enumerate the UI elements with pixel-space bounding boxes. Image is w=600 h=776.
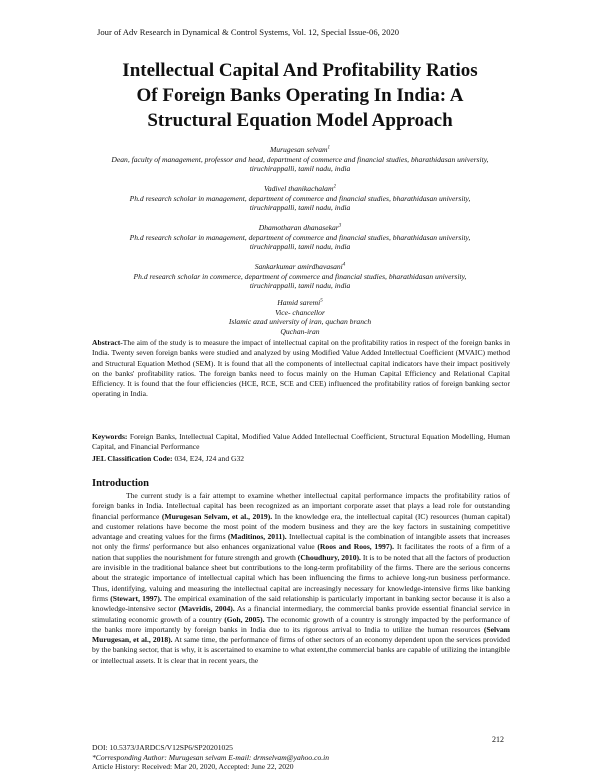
- citation: (Mavridis, 2004).: [178, 604, 235, 614]
- jel-text: 034, E24, J24 and G32: [174, 454, 245, 463]
- title-line: Structural Equation Model Approach: [147, 110, 453, 131]
- intro-text: The empirical examination of the said relationship is particularly important in banking sector because it is also a knowledge-intensive sector: [92, 593, 510, 614]
- journal-header: Jour of Adv Research in Dynamical & Control Systems, Vol. 12, Special Issue-06, 2020: [97, 27, 400, 37]
- author-block-5: [110, 298, 490, 336]
- jel-classification: [92, 454, 510, 463]
- jel-label: JEL Classification Code:: [92, 454, 173, 463]
- citation: (Choudhury, 2010).: [297, 552, 361, 562]
- abstract-text: The aim of the study is to measure the impact of intellectual capital on the profitability ratios in respect of the foreign banks in India. Twenty seven foreign banks were studied and analyzed by using Modified Value Added Intellectual Coefficient (MVAIC) method and Structural Equation Method (SEM). It is found that all the components of intellectual capital indicators have their impact positively on the banks' profitability ratios. The foreign banks need to focus mainly on the Human Capital Efficiency and Relational Capital Efficiency. It is found that the four efficiencies (HCE, RCE, SCE and CEE) influenced the profitability ratios of foreign banking sector operating in India.: [92, 338, 510, 399]
- citation: (Stewart, 1997).: [110, 593, 162, 603]
- citation: (Selvam Murugesan, et al., 2018).: [92, 624, 510, 645]
- author-affiliation: Quchan-iran: [280, 326, 320, 336]
- title-line: Intellectual Capital And Profitability Ratios: [122, 60, 478, 81]
- citation: (Roos and Roos, 1997).: [317, 542, 395, 552]
- author-affiliation: Ph.d research scholar in management, department of commerce and financial studies, bharathidasan university,: [129, 193, 471, 203]
- citation: (Maditinos, 2011).: [227, 532, 287, 542]
- intro-text: As a financial intermediary, the commercial banks provide essential financial service in stimulating economic growth of a country: [92, 604, 510, 624]
- footer-corresponding: *Corresponding Author: Murugesan selvam E-mail: drmselvam@yahoo.co.in: [92, 752, 330, 762]
- intro-text: The economic growth of a country is strongly impacted by the performance of the banks more importantly by foreign banks in India due to its rigorous arrival to India to utilize the human resources: [92, 614, 510, 634]
- intro-paragraph: [92, 491, 510, 666]
- introduction-body: [92, 491, 510, 666]
- author-affiliation: tiruchirappalli, tamil nadu, india: [249, 281, 351, 291]
- abstract-label: Abstract-: [92, 338, 123, 347]
- author-affiliation: Islamic azad university of iran, quchan branch: [228, 317, 372, 327]
- citation: (Goh, 2005).: [224, 614, 265, 624]
- author-block-2: [110, 184, 490, 213]
- section-heading-introduction: Introduction: [92, 478, 149, 489]
- author-name: Sankarkumar amirdhavasani$^4$: [254, 262, 346, 271]
- citation: (Murugesan Selvam, et al., 2019).: [161, 511, 273, 521]
- keywords-text: Foreign Banks, Intellectual Capital, Modified Value Added Intellectual Coefficient, Structural Equation Modelling, Human Capital, and Financial Performance: [92, 432, 510, 452]
- author-affiliation: Vice- chancellor: [275, 307, 325, 317]
- footer-history: Article History: Received: Mar 20, 2020, Accepted: June 22, 2020: [92, 762, 294, 772]
- author-block-3: [110, 223, 490, 252]
- footer-doi: DOI: 10.5373/JARDCS/V12SP6/SP20201025: [92, 743, 233, 752]
- author-affiliation: Ph.d research scholar in commerce, department of commerce and financial studies, bharathidasan university,: [133, 271, 467, 281]
- intro-text: It is to be noted that all the factors of production are invisible in the traditional balance sheet but contributions to the long-term profitability of the firms. There are the serious concerns about the strategic importance of intellectual capital which has been influencing the firms to achieve long-run business performance. Thus, identifying, valuing and measuring the intellectual capital are increasingly necessary for knowledge-intensive firms like banking firms: [92, 552, 510, 603]
- author-name: Dhamotharan dhanasekar$^3$: [258, 223, 342, 232]
- intro-text: It facilitates the roots of a firm of a nation that supplies the nourishment for future strength and growth: [92, 542, 511, 562]
- author-affiliation: Dean, faculty of management, professor and head, department of commerce and financial studies, bharathidasan university, tiruchirappalli, tamil nadu, india: [111, 154, 489, 174]
- intro-text: The current study is a fair attempt to examine whether intellectual capital performance impacts the profitability ratios of foreign banks in India. Intellectual capital has been recognized as an important corporate asset that plays a lead role for outstanding financial performance: [92, 491, 510, 521]
- intro-text: In the knowledge era, the intellectual capital (IC) resources (human capital) and customer relations have become the most point of the modern business and they are the key factors in sustaining competitive advantage and creating values for the firms: [92, 511, 510, 542]
- intro-text: At same time, the performance of firms of other sectors of an economy dependent upon the services provided by the banking sector, that is why, it is ascertained to examine to what extent,the commercial banks are capable of utilizing the intangible or intellectual assets. It is clear that in recent years, the: [92, 635, 510, 665]
- author-name: Hamid saremi$^5$: [277, 298, 323, 307]
- intro-text: Intellectual capital is the combination of intangible assets that increases not only the firms' performance but also enhances organizational value: [92, 532, 511, 552]
- author-affiliation: Ph.d research scholar in management, department of commerce and financial studies, bharathidasan university,: [129, 232, 471, 242]
- keywords: [92, 432, 510, 453]
- paper-title: [60, 58, 540, 133]
- keywords-label: Keywords:: [92, 432, 128, 441]
- abstract: [92, 338, 510, 400]
- author-block-1: [110, 145, 490, 174]
- author-block-4: [110, 262, 490, 291]
- author-name: Vadivel thanikachalam$^2$: [264, 184, 336, 193]
- author-affiliation: tiruchirappalli, tamil nadu, india: [249, 242, 351, 252]
- footer: [92, 743, 329, 772]
- page-number: 212: [492, 735, 504, 744]
- author-name: Murugesan selvam$^1$: [269, 145, 331, 154]
- author-affiliation: tiruchirappalli, tamil nadu, india: [249, 203, 351, 213]
- title-line: Of Foreign Banks Operating In India: A: [136, 85, 464, 106]
